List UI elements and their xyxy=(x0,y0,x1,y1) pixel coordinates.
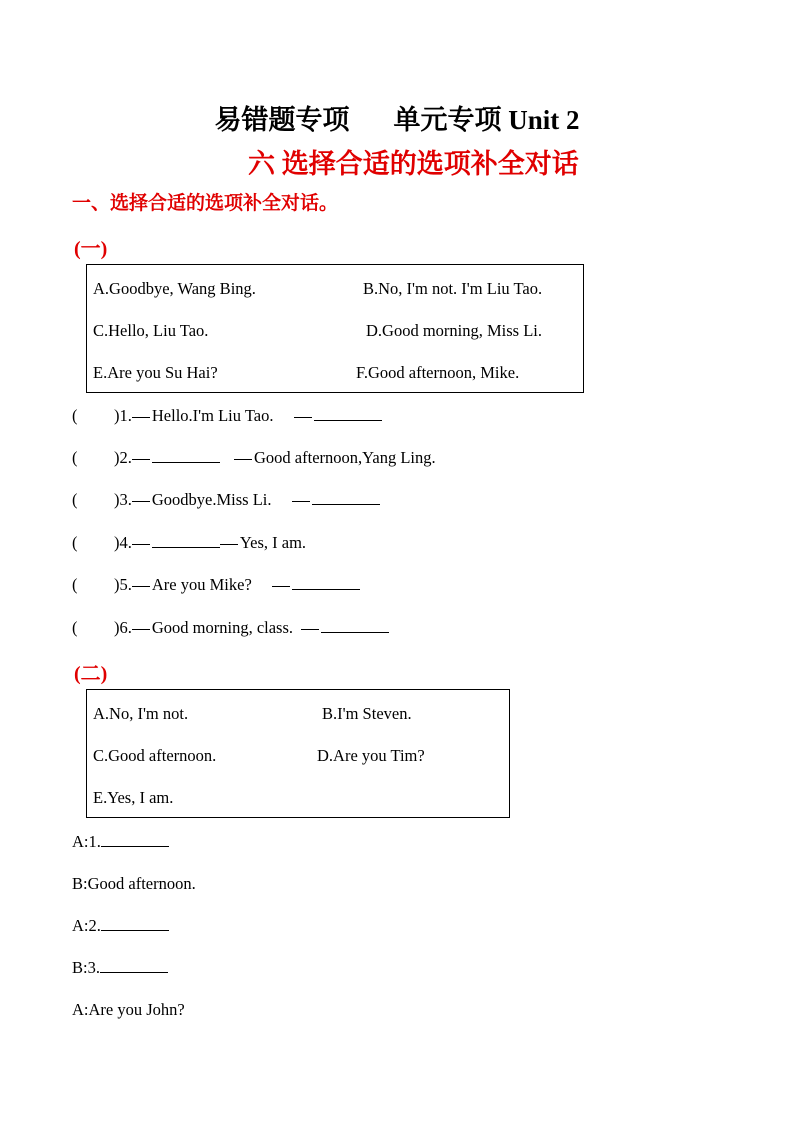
answer-paren[interactable]: ( xyxy=(72,575,78,594)
part2-option-a: A.No, I'm not. xyxy=(93,704,189,723)
answer-blank[interactable] xyxy=(292,575,360,590)
question-1: ( )1. Hello.I'm Liu Tao. xyxy=(72,406,382,426)
part2-option-b: B.I'm Steven. xyxy=(322,704,412,723)
dash-icon xyxy=(294,417,312,418)
answer-blank[interactable] xyxy=(152,448,220,463)
answer-blank[interactable] xyxy=(101,832,169,847)
part1-option-f: F.Good afternoon, Mike. xyxy=(356,363,520,382)
answer-blank[interactable] xyxy=(100,958,168,973)
answer-paren[interactable]: ( xyxy=(72,448,78,467)
question-5: ( )5. Are you Mike? xyxy=(72,575,360,595)
answer-paren[interactable]: ( xyxy=(72,490,78,509)
dash-icon xyxy=(132,501,150,502)
page-subtitle: 六 选择合适的选项补全对话 xyxy=(248,149,579,179)
dash-icon xyxy=(132,417,150,418)
dash-icon xyxy=(132,629,150,630)
part1-option-b: B.No, I'm not. I'm Liu Tao. xyxy=(363,279,543,298)
question-3: ( )3. Goodbye.Miss Li. xyxy=(72,490,380,510)
part1-option-d: D.Good morning, Miss Li. xyxy=(366,321,543,340)
dialogue-line-1: A:1. xyxy=(72,832,169,852)
answer-blank[interactable] xyxy=(321,618,389,633)
question-4: ( )4. Yes, I am. xyxy=(72,533,307,552)
dash-icon xyxy=(272,586,290,587)
title-right: 单元专项 Unit 2 xyxy=(393,105,580,135)
dash-icon xyxy=(301,629,319,630)
dash-icon xyxy=(234,459,252,460)
dialogue-line-4: B:3. xyxy=(72,958,168,978)
dialogue-line-2: B:Good afternoon. xyxy=(72,874,196,893)
part2-option-c: C.Good afternoon. xyxy=(93,746,217,765)
dialogue-line-5: A:Are you John? xyxy=(72,1000,185,1019)
answer-blank[interactable] xyxy=(312,490,380,505)
dash-icon xyxy=(132,544,150,545)
part1-option-c: C.Hello, Liu Tao. xyxy=(93,321,209,340)
part1-option-a: A.Goodbye, Wang Bing. xyxy=(93,279,256,298)
answer-blank[interactable] xyxy=(314,406,382,421)
section-heading: 一、选择合适的选项补全对话。 xyxy=(72,193,339,214)
part1-label: (一) xyxy=(74,238,108,260)
answer-paren[interactable]: ( xyxy=(72,533,78,552)
question-6: ( )6. Good morning, class. xyxy=(72,618,389,638)
part2-option-e: E.Yes, I am. xyxy=(93,788,174,807)
answer-blank[interactable] xyxy=(152,533,220,548)
title-left: 易错题专项 xyxy=(214,105,350,135)
answer-paren[interactable]: ( xyxy=(72,618,78,637)
answer-paren[interactable]: ( xyxy=(72,406,78,425)
dash-icon xyxy=(132,586,150,587)
part1-options-box xyxy=(86,264,584,393)
question-2: ( )2. Good afternoon,Yang Ling. xyxy=(72,448,436,467)
dash-icon xyxy=(132,459,150,460)
answer-blank[interactable] xyxy=(101,916,169,931)
page-title xyxy=(0,98,794,137)
dash-icon xyxy=(292,501,310,502)
dash-icon xyxy=(220,544,238,545)
part2-options-box xyxy=(86,689,510,818)
part2-label: (二) xyxy=(74,663,108,685)
dialogue-line-3: A:2. xyxy=(72,916,169,936)
part1-option-e: E.Are you Su Hai? xyxy=(93,363,218,382)
part2-option-d: D.Are you Tim? xyxy=(317,746,425,765)
